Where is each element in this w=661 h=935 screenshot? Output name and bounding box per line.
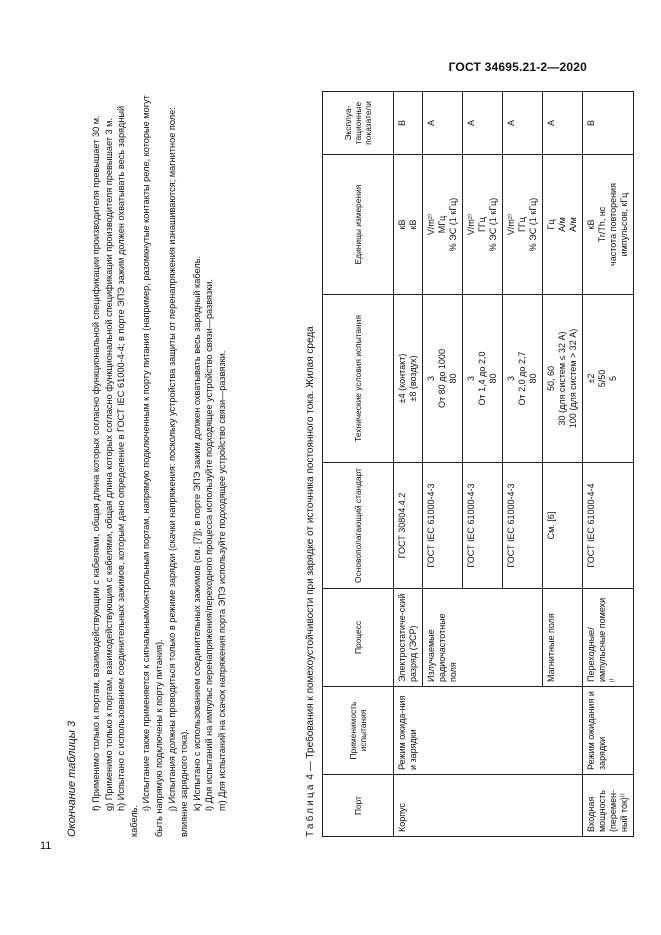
footnote-g: g) Применимо только к портам, взаимодействующим с кабелями, общая длина которых согласно функциональной спецификации производителя превышает 3 м. [103, 117, 114, 811]
cell-units: кВ Tr/Th, нс частота повторения импульсов, кГц [583, 155, 634, 295]
cell-conditions: 3 От 80 до 1000 80 [423, 295, 463, 463]
table-header-row [323, 92, 394, 837]
table-3-footnotes [90, 92, 229, 837]
col-header-applicability: Применимость испытания [323, 687, 394, 775]
cell-performance: А [543, 92, 583, 155]
cell-units: V/m²⁾ МГц % ЭС (1 кГц) [423, 155, 463, 295]
page-number: 11 [40, 840, 52, 852]
cell-standard: См. [6] [543, 463, 583, 589]
cell-standard: ГОСТ IEC 61000-4-3 [423, 463, 463, 589]
cell-conditions: 3 От 1,4 до 2,0 80 [463, 295, 503, 463]
col-header-port: Порт [323, 775, 394, 837]
cell-units: Гц А/м А/м [543, 155, 583, 295]
col-header-process: Процесс [323, 589, 394, 687]
table-4-title [305, 326, 316, 837]
rotated-page-content [60, 85, 629, 845]
cell-standard: ГОСТ 30804.4.2 [394, 463, 423, 589]
footnote-f: f) Применимо только к портам, взаимодействующим с кабелями, общая длина которых согласно функциональной спецификации производителя превышает 30 м. [91, 115, 101, 811]
table-title-text: — Требования к помехоустойчивости при зарядке от источника постоянного тока. Жилая среда [305, 326, 316, 775]
cell-performance: А [503, 92, 543, 155]
immunity-requirements-table [322, 91, 634, 837]
standard-header: ГОСТ 34695.21-2—2020 [448, 60, 587, 74]
table-title-number: 4 [305, 774, 316, 780]
footnote-k: k) Испытано с использованием соединительных зажимов (см. [7]); в порте ЭПЭ зажим должен охватывать весь зарядный кабель. [191, 255, 202, 811]
cell-standard: ГОСТ IEC 61000-4-4 [583, 463, 634, 589]
cell-standard: ГОСТ IEC 61000-4-3 [503, 463, 543, 589]
cell-process: Магнитные поля [543, 589, 583, 687]
footnote-h: h) Испытано с использованием соединительных зажимов, которым дано определение в ГОСТ IEC 61000-4-4; в порте ЭПЭ зажим должен охватывать весь зарядный кабель. [116, 105, 139, 837]
cell-port: Входная мощность (перемен-ный ток)ⁱ⁾ [583, 775, 634, 837]
cell-performance: А [423, 92, 463, 155]
cell-applicability: Режим ожидания и зарядки [583, 687, 634, 775]
col-header-standard: Основополагающий стандарт [323, 463, 394, 589]
table-row [583, 92, 634, 837]
cell-process: Излучаемые радиочастотные поля [423, 589, 543, 687]
footnote-l: l) Для испытаний на импульс перенапряжения/переходного процесса используйте подходящее устройство связи—развязки. [204, 279, 215, 811]
cell-performance: А [463, 92, 503, 155]
cell-performance: В [394, 92, 423, 155]
cell-performance: В [583, 92, 634, 155]
footnote-i: i) Испытание также применяется к сигнальным/контрольным портам, напрямую подключенным к порту питания (например, разомкнутые контакты реле, которые могут быть напрямую подключены к порту питания). [141, 95, 164, 837]
footnote-j: j) Испытания должны проводиться только в режиме зарядки (скачки напряжения: поскольку устройства защиты от перенапряжения изнашиваются; магнитное поле: влияние зарядного тока). [166, 107, 190, 837]
cell-units: V/m²⁾ ГГц % ЭС (1 кГц) [503, 155, 543, 295]
cell-applicability: Режим ожида-ния и зарядки [394, 687, 583, 775]
table-title-prefix: Таблица [305, 782, 316, 837]
cell-port: Корпус [394, 775, 583, 837]
cell-process: Переходные/импульсные помехи ʲ⁾ [583, 589, 634, 687]
continuation-label: Окончание таблицы 3 [66, 720, 78, 837]
table-row [394, 92, 423, 837]
cell-standard: ГОСТ IEC 61000-4-3 [463, 463, 503, 589]
cell-conditions: ±2 5/50 5 [583, 295, 634, 463]
cell-conditions: 50, 60 30 (для систем ≤ 32 А) 100 (для систем > 32 А) [543, 295, 583, 463]
cell-units: V/m²⁾ ГГц % ЭС (1 кГц) [463, 155, 503, 295]
cell-conditions: ±4 (контакт) ±8 (воздух) [394, 295, 423, 463]
cell-units: кВ кВ [394, 155, 423, 295]
col-header-performance: Эксплуа-тационные показатели [323, 92, 394, 155]
col-header-conditions: Технические условия испытания [323, 295, 394, 463]
cell-conditions: 3 От 2,0 до 2,7 80 [503, 295, 543, 463]
footnote-m: m) Для испытаний на скачок напряжения порта ЭПЭ используйте подходящее устройство связи—развязки. [216, 350, 227, 811]
cell-process: Электростатиче-ский разряд (ЭСР) [394, 589, 423, 687]
col-header-units: Единицы измерения [323, 155, 394, 295]
